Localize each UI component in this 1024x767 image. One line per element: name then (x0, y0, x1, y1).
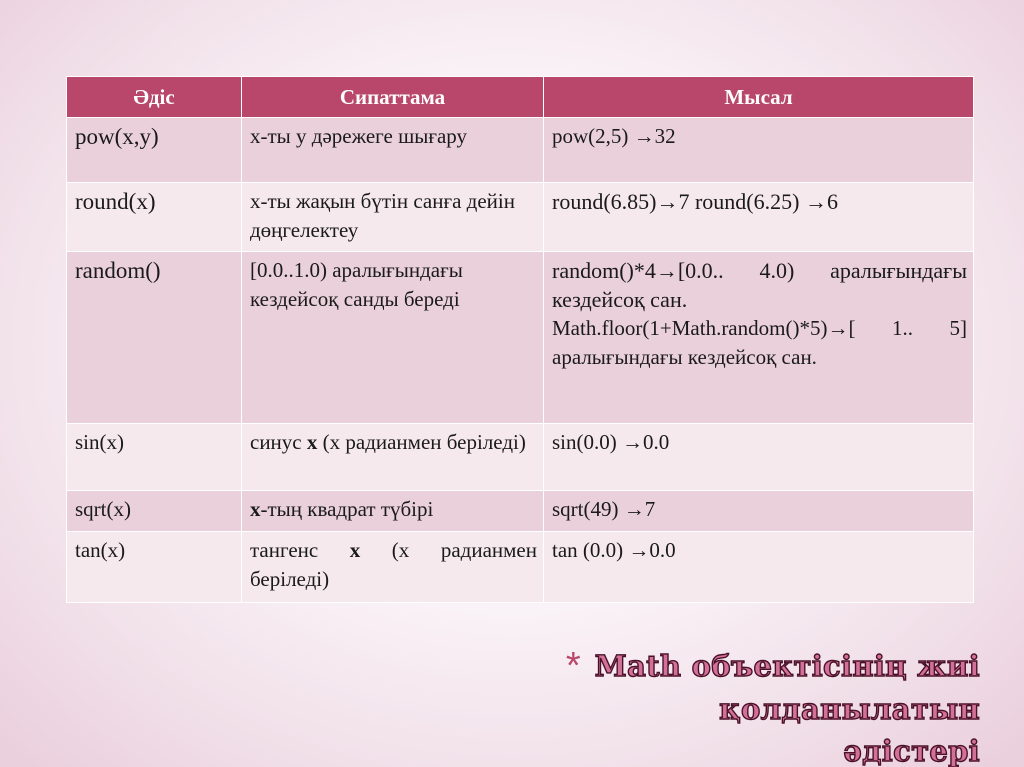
table-row (67, 118, 974, 183)
star-bullet-icon: * (565, 645, 581, 687)
cell-description (242, 532, 544, 603)
cell-method: sqrt(x) (67, 491, 242, 532)
title-line-2 (300, 730, 980, 767)
cell-example: sqrt(49) →7 (544, 491, 974, 532)
table-row (67, 532, 974, 603)
header-description: Сипаттама (242, 77, 544, 118)
description-suffix: (x радианмен беріледі) (317, 430, 526, 454)
description-variable: x (349, 538, 361, 562)
cell-method: random() (67, 252, 242, 424)
math-methods-table (66, 76, 974, 603)
description-suffix: -тың квадрат түбірі (260, 497, 434, 521)
table-row (67, 424, 974, 491)
cell-description: x-ты жақын бүтін санға дейін дөңгелектеу (242, 183, 544, 252)
example-line: random()*4→[0.0.. 4.0) аралығындағы кездейсоқ сан. (552, 258, 967, 312)
cell-description (242, 424, 544, 491)
cell-example (544, 252, 974, 424)
cell-description: [0.0..1.0) аралығындағы кездейсоқ санды береді (242, 252, 544, 424)
cell-method: pow(x,y) (67, 118, 242, 183)
table-row (67, 183, 974, 252)
header-example: Мысал (544, 77, 974, 118)
example-line: Math.floor(1+Math.random()*5)→[ 1.. 5] аралығындағы кездейсоқ сан. (552, 316, 967, 369)
slide-title (300, 645, 980, 767)
table-header-row (67, 77, 974, 118)
title-text-line-1: Math объектісінің жиі қолданылатын (594, 649, 980, 726)
cell-method: round(x) (67, 183, 242, 252)
description-variable: x (250, 497, 261, 521)
table-row (67, 491, 974, 532)
cell-description: x-ты у дәрежеге шығару (242, 118, 544, 183)
header-method: Әдіс (67, 77, 242, 118)
cell-method: tan(x) (67, 532, 242, 603)
cell-example: sin(0.0) →0.0 (544, 424, 974, 491)
description-suffix: (x радианмен беріледі) (250, 538, 537, 591)
cell-description (242, 491, 544, 532)
table-row (67, 252, 974, 424)
cell-example: round(6.85)→7 round(6.25) →6 (544, 183, 974, 252)
title-line-1 (300, 645, 980, 730)
description-variable: x (306, 430, 318, 454)
cell-example: pow(2,5) →32 (544, 118, 974, 183)
description-prefix: тангенс (250, 538, 350, 562)
cell-example: tan (0.0) →0.0 (544, 532, 974, 603)
cell-method: sin(x) (67, 424, 242, 491)
description-prefix: синус (250, 430, 307, 454)
title-text-line-2: әдістері (843, 734, 980, 767)
